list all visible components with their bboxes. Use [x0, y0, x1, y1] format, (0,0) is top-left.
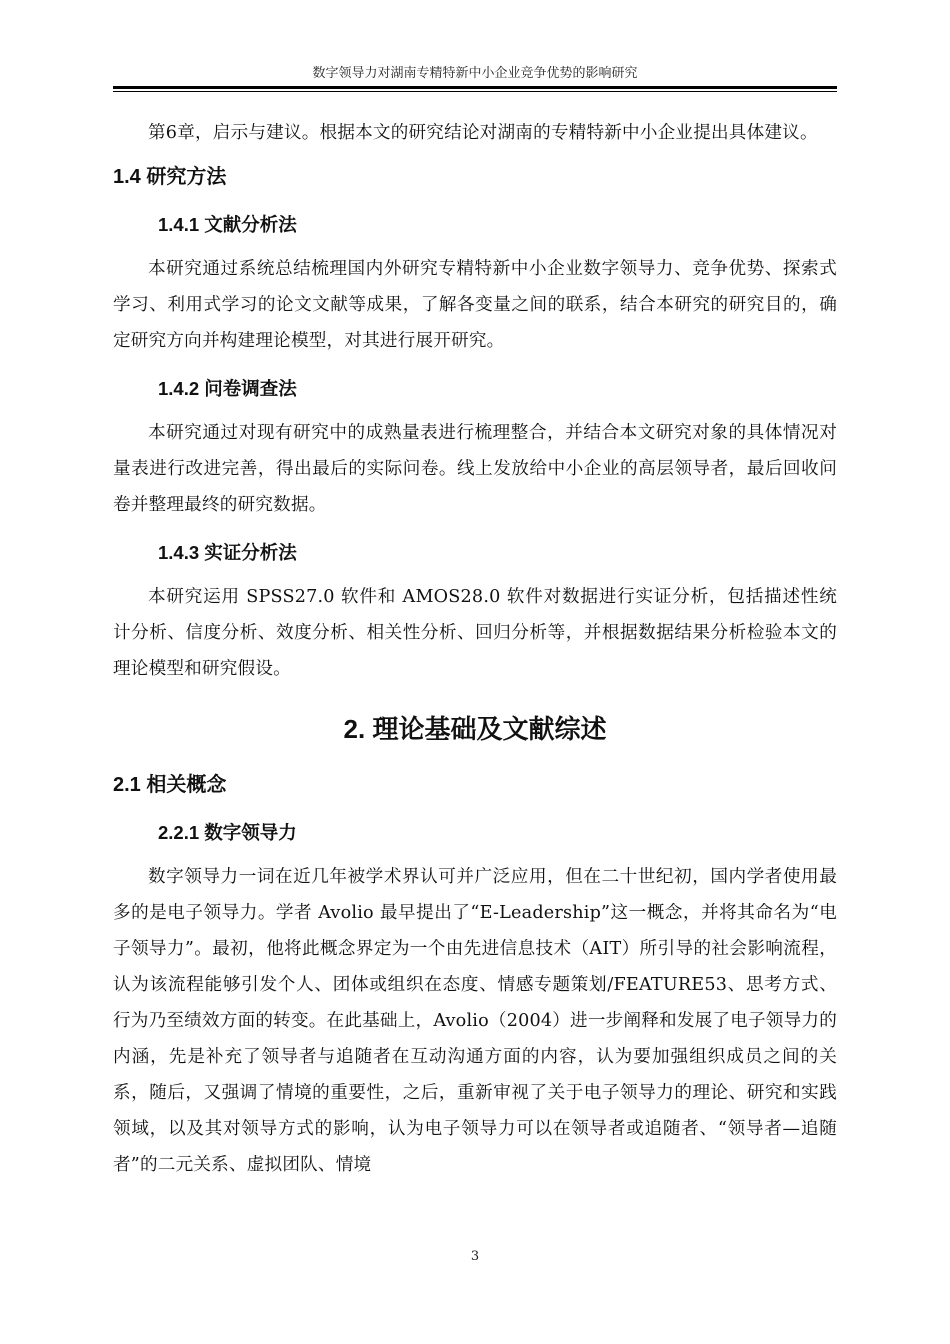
section-heading-1-4: 1.4 研究方法 — [113, 166, 227, 188]
running-header: 数字领导力对湖南专精特新中小企业竞争优势的影响研究 — [312, 66, 638, 81]
subsection-heading-1-4-2: 1.4.2 问卷调查法 — [158, 378, 297, 399]
paragraph-1-4-1: 本研究通过系统总结梳理国内外研究专精特新中小企业数字领导力、竞争优势、探索式学习、利用式学习的论文文献等成果，了解各变量之间的联系，结合本研究的研究目的，确定研究方向并构建理论模型，对其进行展开研究。 — [113, 259, 837, 351]
chapter-heading-2: 2. 理论基础及文献综述 — [343, 714, 607, 744]
subsection-heading-1-4-3: 1.4.3 实证分析法 — [158, 542, 297, 563]
paragraph-1-4-2: 本研究通过对现有研究中的成熟量表进行梳理整合，并结合本文研究对象的具体情况对量表进行改进完善，得出最后的实际问卷。线上发放给中小企业的高层领导者，最后回收问卷并整理最终的研究数据。 — [113, 423, 837, 515]
paragraph-1-4-3: 本研究运用 SPSS27.0 软件和 AMOS28.0 软件对数据进行实证分析，包括描述性统计分析、信度分析、效度分析、相关性分析、回归分析等，并根据数据结果分析检验本文的理论模型和研究假设。 — [113, 587, 837, 679]
subsection-heading-2-2-1: 2.2.1 数字领导力 — [158, 822, 297, 843]
paragraph-intro: 第6章，启示与建议。根据本文的研究结论对湖南的专精特新中小企业提出具体建议。 — [148, 123, 818, 143]
paragraph-2-2-1: 数字领导力一词在近几年被学术界认可并广泛应用，但在二十世纪初，国内学者使用最多的是电子领导力。学者 Avolio 最早提出了“E-Leadership”这一概念，并将其命名为“电子领导力”。最初，他将此概念界定为一个由先进信息技术（AIT）所引导的社会影响流程，认为该流程能够引发个人、团体或组织在态度、情感专题策划/FEATURE53、思考方式、行为乃至绩效方面的转变。在此基础上，Avolio（2004）进一步阐释和发展了电子领导力的内涵，先是补充了领导者与追随者在互动沟通方面的内容，认为要加强组织成员之间的关系，随后，又强调了情境的重要性，之后，重新审视了关于电子领导力的理论、研究和实践领域，以及其对领导方式的影响，认为电子领导力可以在领导者或追随者、“领导者—追随者”的二元关系、虚拟团队、情境 — [113, 867, 837, 1175]
subsection-heading-1-4-1: 1.4.1 文献分析法 — [158, 214, 297, 235]
page-number: 3 — [470, 1249, 480, 1264]
section-heading-2-1: 2.1 相关概念 — [113, 774, 227, 796]
header-rule-thick — [113, 86, 837, 89]
header-rule-thin — [113, 91, 837, 92]
page-body — [113, 115, 837, 1183]
